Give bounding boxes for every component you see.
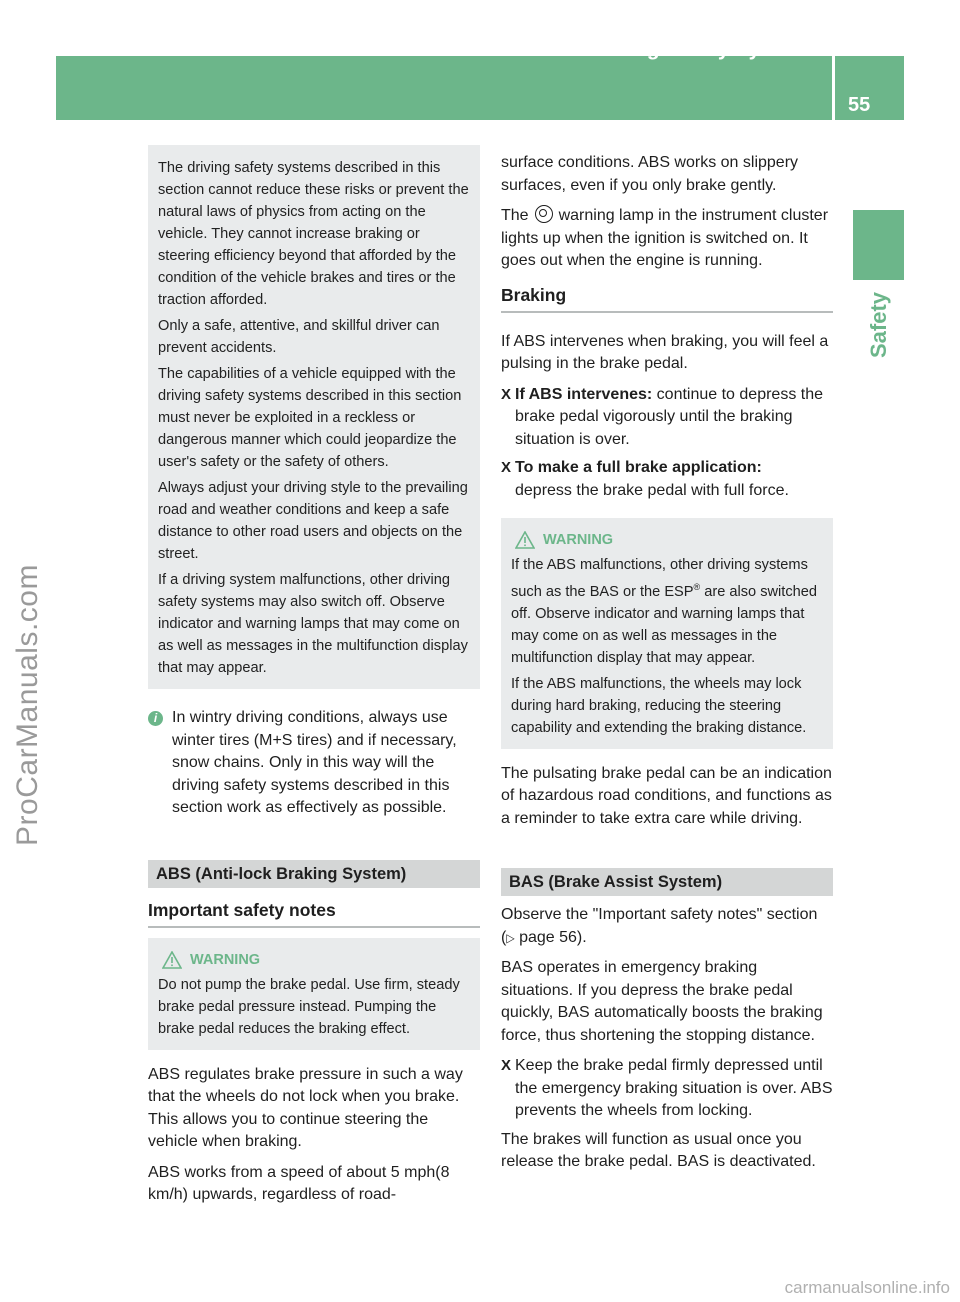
abs-warning-lamp-icon (535, 205, 553, 223)
abs-warning-box (148, 938, 480, 1050)
step-x-marker: X (501, 459, 512, 476)
page-ref-arrow-icon: ▷ (506, 930, 515, 945)
side-tab-label-wrap (853, 285, 904, 365)
step-bold: To make a full brake application: (515, 459, 762, 476)
intro-box (148, 145, 480, 689)
lamp-text-after: warning lamp in the instrument cluster lights up when the ignition is switched on. It goes out when the engine is running. (501, 207, 829, 269)
intro-paragraph: The capabilities of a vehicle equipped with the driving safety systems described in this section must never be exploited in a reckless or dangerous manner which could jeopardize the user's safety or the safety of others. (158, 366, 462, 470)
step-bold: If ABS intervenes: (515, 385, 653, 403)
step-text: Keep the brake pedal firmly depressed until the emergency braking situation is over. ABS prevents the wheels from locking. (515, 1057, 833, 1120)
watermark-side: ProCarManuals.com (11, 564, 44, 846)
abs-paragraph: ABS works from a speed of about 5 mph(8 km/h) upwards, regardless of road- (148, 1163, 450, 1203)
warning-title (158, 950, 474, 970)
warning-triangle-icon (162, 951, 182, 969)
lamp-text-before: The (501, 207, 529, 224)
header-separator (832, 56, 835, 120)
step-text: continue to depress the brake pedal vigorously until the braking situation is over. (515, 385, 823, 448)
bas-paragraph: BAS operates in emergency braking situations. If you depress the brake pedal quickly, BAS automatically boosts the braking force, thus shortening the stopping distance. (501, 959, 823, 1044)
header-bar (56, 56, 904, 120)
right-column (501, 152, 833, 1182)
warning-title (511, 530, 827, 550)
warning-label: WARNING (543, 532, 614, 548)
step-x-marker: X (501, 1057, 512, 1075)
info-note-text: In wintry driving conditions, always use winter tires (M+S tires) and if necessary, snow chains. Only in this way will the driving safety systems described in this section work as effectively as possible. (172, 709, 457, 816)
page-number: 55 (848, 94, 871, 116)
intro-paragraph: Only a safe, attentive, and skillful driver can prevent accidents. (158, 318, 440, 356)
step-x-marker: X (501, 385, 512, 403)
braking-warning-box (501, 518, 833, 749)
bas-reference (501, 904, 833, 949)
pulsing-paragraph: The pulsating brake pedal can be an indication of hazardous road conditions, and functions as a reminder to take extra care while driving. (501, 764, 832, 827)
warning-text: If the ABS malfunctions, the wheels may lock during hard braking, reducing the steering capability and extending the braking distance. (511, 675, 807, 736)
bas-section-title: BAS (Brake Assist System) (501, 868, 833, 896)
step-item (501, 457, 833, 502)
info-note (148, 707, 480, 820)
step-item (501, 384, 833, 452)
warning-label: WARNING (190, 951, 261, 968)
intro-paragraph: If a driving system malfunctions, other driving safety systems may also switch off. Observe indicator and warning lamps that may come on as well as messages in the multifunction display that may appear. (158, 572, 468, 676)
left-column (148, 145, 480, 1215)
warning-text-a: If the ABS malfunctions, other driving systems such as the BAS or the ESP (511, 557, 808, 600)
intro-paragraph: The driving safety systems described in this section cannot reduce these risks or prevent the natural laws of physics from acting on the vehicle. They cannot increase braking or steering efficiency beyond that afforded by the condition of the vehicle brakes and tires or the traction afforded. (158, 160, 469, 308)
registered-mark: ® (693, 582, 701, 592)
abs-lamp-paragraph (501, 205, 833, 273)
abs-paragraph-cont: surface conditions. ABS works on slippery surfaces, even if you only brake gently. (501, 154, 799, 194)
warning-text: Do not pump the brake pedal. Use firm, steady brake pedal pressure instead. Pumping the brake pedal reduces the braking effect. (158, 976, 460, 1037)
bas-ref-text-b: page 56). (514, 928, 587, 946)
braking-intro: If ABS intervenes when braking, you will feel a pulsing in the brake pedal. (501, 332, 829, 372)
abs-paragraph: ABS regulates brake pressure in such a way that the wheels do not lock when you brake. This allows you to continue steering the vehicle when braking. (148, 1065, 463, 1150)
watermark-bottom: carmanualsonline.info (784, 1278, 950, 1297)
final-paragraph: The brakes will function as usual once you release the brake pedal. BAS is deactivated. (501, 1130, 816, 1171)
bas-ref-text-a: Observe the "Important safety notes" section ( (501, 906, 818, 946)
warning-text-b: are also switched off. Observe indicator and warning lamps that may come on as well as messages in the multifunction display that may appear. (511, 583, 817, 666)
warning-triangle-icon (515, 531, 535, 549)
braking-heading: Braking (501, 283, 833, 313)
important-safety-notes-heading: Important safety notes (148, 898, 480, 928)
intro-paragraph: Always adjust your driving style to the prevailing road and weather conditions and keep a safe distance to other road users and objects on the street. (158, 480, 468, 562)
page-title: Driving safety systems (584, 37, 824, 60)
side-tab-label: Safety (866, 291, 891, 359)
warning-text (511, 554, 827, 669)
abs-section-title: ABS (Anti-lock Braking System) (148, 860, 480, 888)
step-item (501, 1055, 833, 1123)
step-text: depress the brake pedal with full force. (515, 481, 789, 499)
info-icon: i (148, 711, 163, 726)
side-tab-marker (853, 210, 904, 280)
